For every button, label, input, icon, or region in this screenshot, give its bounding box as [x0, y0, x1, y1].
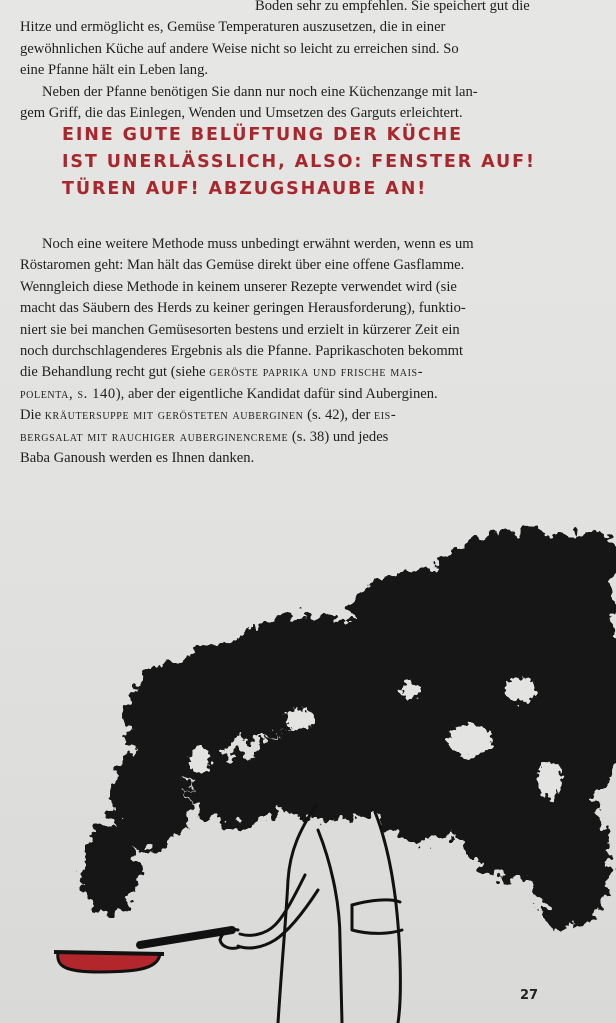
text-line: macht das Säubern des Herds zu keiner geringen Herausforderung), funktio-	[20, 300, 466, 317]
text-line: eine Pfanne hält ein Leben lang.	[20, 62, 209, 79]
recipe-reference: eis-	[374, 407, 397, 424]
recipe-reference: geröste paprika und frische mais-	[209, 364, 424, 381]
text-line: gewöhnlichen Küche auf andere Weise nicht so leicht zu erreichen sind. So	[20, 40, 459, 57]
text-line: Boden sehr zu empfehlen. Sie speichert gut die	[255, 0, 530, 14]
text-line: Hitze und ermöglicht es, Gemüse Temperaturen auszusetzen, die in einer	[20, 19, 446, 36]
text-run: ), aber der eigentliche Kandidat dafür sind Auberginen.	[115, 385, 438, 402]
text-line: gem Griff, die das Einlegen, Wenden und Umsetzen des Garguts erleichtert.	[20, 105, 463, 122]
text-run: (s. 38) und jedes	[288, 428, 389, 445]
text-line: niert sie bei manchen Gemüsesorten bestens und erzielt in kürzerer Zeit ein	[20, 321, 460, 338]
text-line: Baba Ganoush werden es Ihnen danken.	[20, 450, 255, 467]
cook-figure	[220, 805, 402, 1023]
page-number: 27	[520, 988, 539, 1003]
text-line: Wenngleich diese Methode in keinem unserer Rezepte verwendet wird (sie	[20, 278, 457, 295]
pull-quote-line: IST UNERLÄSSLICH, ALSO: FENSTER AUF!	[62, 152, 536, 172]
text-run: (s. 42), der	[303, 407, 375, 424]
text-line: Röstaromen geht: Man hält das Gemüse direkt über eine offene Gasflamme.	[20, 257, 465, 274]
text-line: Neben der Pfanne benötigen Sie dann nur noch eine Küchenzange mit lan-	[42, 83, 478, 100]
text-line: noch durchschlagenderes Ergebnis als die Pfanne. Paprikaschoten bekommt	[20, 343, 464, 360]
recipe-reference: polenta, s. 140	[20, 385, 116, 402]
text-run: die Behandlung recht gut (siehe	[20, 364, 210, 381]
recipe-reference: kräutersuppe mit gerösteten auberginen	[44, 407, 304, 424]
pull-quote-line: EINE GUTE BELÜFTUNG DER KÜCHE	[62, 125, 464, 145]
frying-pan	[54, 930, 232, 972]
text-run: Die	[20, 407, 45, 424]
recipe-reference: bergsalat mit rauchiger auberginencreme	[20, 428, 289, 445]
pull-quote-line: TÜREN AUF! ABZUGSHAUBE AN!	[62, 179, 428, 199]
text-line: Noch eine weitere Methode muss unbedingt erwähnt werden, wenn es um	[42, 236, 474, 252]
smoke-cloud	[82, 530, 616, 930]
